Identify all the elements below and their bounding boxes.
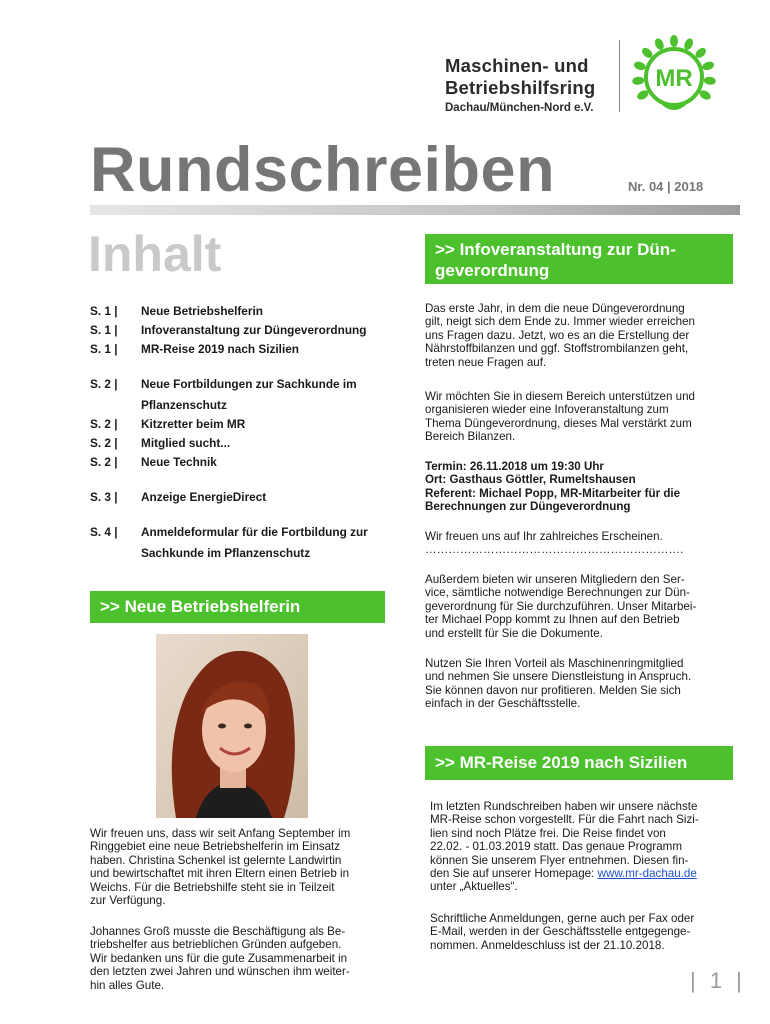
toc-item-continued (90, 544, 400, 563)
toc-title: MR-Reise 2019 nach Sizilien (141, 342, 300, 356)
dotted-separator: …………………………………………………………. (425, 543, 684, 557)
section-heading-infoveranstaltung: >> Infoveranstaltung zur Dün- geverordnung (425, 234, 733, 284)
toc-page: S. 1 | (90, 323, 118, 337)
org-name-line2: Betriebshilfsring (445, 77, 596, 98)
section-heading-betriebshelferin: >> Neue Betriebshelferin (90, 591, 385, 623)
event-details: Termin: 26.11.2018 um 19:30 Uhr Ort: Gasthaus Göttler, Rumeltshausen Referent: Michael Popp, MR-Mitarbeiter für die Berechnungen zur Düngeverordnung (425, 460, 681, 514)
org-name-line1: Maschinen- und (445, 55, 589, 76)
toc-item (90, 453, 400, 472)
toc-item (90, 340, 400, 359)
mr-logo-icon (632, 35, 716, 119)
toc-title: Mitglied sucht... (141, 436, 231, 450)
info-paragraph-3: Wir freuen uns auf Ihr zahlreiches Erscheinen. …………………………………………………………. (425, 530, 684, 557)
toc-item-continued (90, 396, 400, 415)
toc-title: Neue Technik (141, 455, 217, 469)
homepage-link[interactable]: www.mr-dachau.de (597, 867, 697, 881)
portrait-photo (156, 634, 308, 818)
toc-item (90, 434, 400, 453)
info-paragraph-2: Wir möchten Sie in diesem Bereich unterstützen und organisieren wieder eine Infoveranstaltung zum Thema Düngeverordnung, dieses Mal verstärkt zum Bereich Bilanzen. (425, 390, 696, 444)
toc-title: Kitzretter beim MR (141, 417, 246, 431)
info-paragraph-5: Nutzen Sie Ihren Vorteil als Maschinenringmitglied und nehmen Sie unsere Dienstleistung in Anspruch. Sie können davon nur profitieren. Melden Sie sich einfach in der Geschäftsstelle. (425, 657, 692, 711)
toc-heading: Inhalt (88, 226, 222, 282)
toc-page: S. 2 | (90, 455, 118, 469)
logo-divider (619, 40, 620, 112)
toc-item (90, 375, 400, 394)
toc-title: Infoveranstaltung zur Düngeverordnung (141, 323, 367, 337)
reise-paragraph-2: Schriftliche Anmeldungen, gerne auch per Fax oder E-Mail, werden in der Geschäftsstelle entgegenge- nommen. Anmeldeschluss ist der 21.10.2018. (430, 912, 695, 952)
toc-title: Neue Fortbildungen zur Sachkunde im (141, 377, 357, 391)
logo-text: MR (655, 65, 693, 92)
page-number: | 1 | (690, 968, 746, 993)
toc-item (90, 523, 400, 542)
toc-title: Anmeldeformular für die Fortbildung zur (141, 525, 368, 539)
toc-item (90, 488, 400, 507)
toc-title: Neue Betriebshelferin (141, 304, 263, 318)
info-paragraph-4: Außerdem bieten wir unseren Mitgliedern den Ser- vice, sämtliche notwendige Berechnungen zur Dün- geverordnung für Sie durchzuführen. Unser Mitarbei- ter Michael Popp kommt zu Ihnen auf den Betrieb und erstellt für Sie die Dokumente. (425, 573, 697, 640)
toc-page: S. 3 | (90, 490, 118, 504)
toc-item (90, 321, 400, 340)
toc-item (90, 302, 400, 321)
table-of-contents (90, 302, 400, 563)
toc-title-line2: Pflanzenschutz (141, 398, 227, 412)
toc-page: S. 2 | (90, 436, 118, 450)
title-rule (90, 205, 740, 215)
toc-title: Anzeige EnergieDirect (141, 490, 267, 504)
toc-page: S. 1 | (90, 342, 118, 356)
info-paragraph-1: Das erste Jahr, in dem die neue Düngeverordnung gilt, neigt sich dem Ende zu. Immer wieder erreichen uns Fragen dazu. Jetzt, wo es an die Erstellung der Nährstoffbilanzen und ggf. Stoffstrombilanzen geht, treten neue Fragen auf. (425, 302, 695, 369)
org-location: Dachau/München-Nord e.V. (445, 102, 594, 114)
betriebshelferin-paragraph-2: Johannes Groß musste die Beschäftigung als Be- triebshelfer aus betrieblichen Gründen aufgeben. Wir bedanken uns für die gute Zusammenarbeit in den letzten zwei Jahren und wünschen ihm weiter- hin alles Gute. (90, 925, 350, 992)
toc-item (90, 415, 400, 434)
section-heading-reise: >> MR-Reise 2019 nach Sizilien (425, 746, 733, 780)
page-title: Rundschreiben (90, 135, 556, 205)
toc-page: S. 4 | (90, 525, 118, 539)
toc-page: S. 2 | (90, 417, 118, 431)
toc-page: S. 1 | (90, 304, 118, 318)
organization-name (445, 55, 595, 114)
betriebshelferin-paragraph-1: Wir freuen uns, dass wir seit Anfang September im Ringgebiet eine neue Betriebshelferin im Einsatz haben. Christina Schenkel ist gelernte Landwirtin und bewirtschaftet mit ihren Eltern einen Betrieb in Weichs. Für die Betriebshilfe steht sie in Teilzeit zur Verfügung. (90, 827, 351, 908)
toc-page: S. 2 | (90, 377, 118, 391)
toc-title-line2: Sachkunde im Pflanzenschutz (141, 546, 311, 560)
reise-paragraph-1: Im letzten Rundschreiben haben wir unsere nächste MR-Reise schon vorgestellt. Für die Fahrt nach Sizi- lien sind noch Plätze frei. Die Reise findet von 22.02. - 01.03.2019 statt. Das genaue Programm können Sie unserem Flyer entnehmen. Diesen fin- den Sie auf unserer Homepage: www.mr-dachau.de unter „Aktuelles“. (430, 800, 699, 894)
issue-number: Nr. 04 | 2018 (628, 179, 704, 194)
